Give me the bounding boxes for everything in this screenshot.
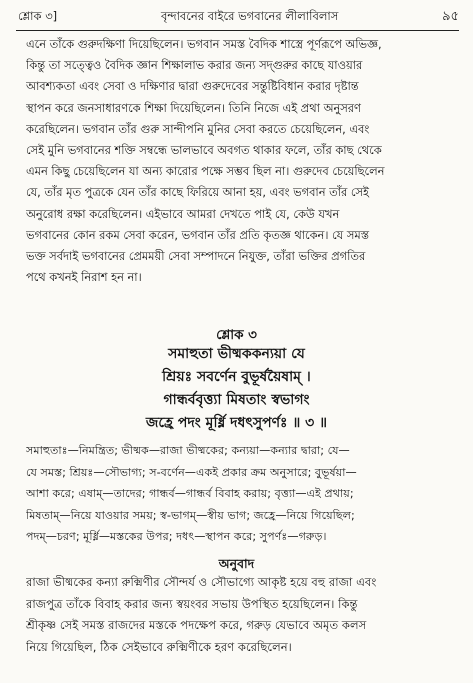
purport-line: কিন্তু তা সত্ত্বেও বৈদিক জ্ঞান শিক্ষালাভ করার জন্য সদ্গুরুর কাছে যাওয়ার [26, 58, 363, 73]
purport-line: ভগবানের কোন রকম সেবা করেন, ভগবান তাঁর প্রতি কৃতজ্ঞ থাকেন। যে সমস্ত [26, 227, 369, 242]
purport-line: অনুরোধ রক্ষা করেছিলেন। এইভাবে আমরা দেখতে পাই যে, কেউ যখন [26, 206, 340, 221]
verse-line: জহ্রে পদং মূর্ধ্নি দধৎসুপর্ণঃ ॥ ৩ ॥ [145, 415, 328, 431]
header-rule [16, 30, 459, 31]
translation-line: রাজা ভীষ্মকের কন্যা রুক্মিণীর সৌন্দর্য ও সৌভাগ্যে আকৃষ্ট হয়ে বহু রাজা এবং [26, 575, 377, 589]
purport-line: স্থাপন করে জনসাধারণকে শিক্ষা দিয়েছিলেন। তিনি নিজে এই প্রথা অনুসরণ [26, 100, 361, 115]
synonym-line: সমাহুতাঃ—নিমন্ত্রিত; ভীষ্মক—রাজা ভীষ্মকের; কন্যয়া—কন্যার দ্বারা; যে— [26, 444, 350, 457]
header-verse-ref: শ্লোক ৩] [18, 8, 58, 23]
purport-line: পথে কখনই নিরাশ হন না। [26, 270, 142, 285]
purport-line: সেই মুনি ভগবানের শক্তি সম্বন্ধে ভালভাবে অবগত থাকার ফলে, তাঁর কাছ থেকে [26, 142, 382, 157]
synonym-line: মিষতাম্—নিয়ে যাওয়ার সময়; স্ব-ভাগম্—স্বীয় ভাগ; জহ্রে—নিয়ে গিয়েছিল; [26, 508, 355, 522]
purport-line: এনে তাঁকে গুরুদক্ষিণা দিয়েছিলেন। ভগবান সমস্ত বৈদিক শাস্ত্রে পূর্ণরূপে অভিজ্ঞ, [26, 37, 382, 51]
page-header [18, 6, 459, 28]
verse-line: গান্ধর্ববৃত্ত্যা মিষতাং স্বভাগং [163, 392, 310, 408]
translation-heading: অনুবাদ [218, 556, 255, 571]
purport-line: আবশ্যকতা এবং সেবা ও দক্ষিণার দ্বারা গুরুদেবের সন্তুষ্টিবিধান করার দৃষ্টান্ত [26, 79, 359, 94]
purport-text [26, 34, 448, 288]
translation-line: নিয়ে গিয়েছিল, ঠিক সেইভাবে রুক্মিণীকে হরণ করেছিলেন। [26, 639, 292, 654]
sloka-heading: শ্লোক ৩ [216, 328, 257, 343]
word-synonyms [26, 440, 450, 548]
translation-text [26, 572, 450, 658]
synonym-line: পদম্—চরণ; মূর্ধ্নি—মস্তকের উপর; দধৎ—স্থাপন করে; সুপর্ণঃ—গরুড়। [26, 530, 327, 543]
translation-line: রাজপুত্র তাঁকে বিবাহ করার জন্য স্বয়ংবর সভায় উপস্থিত হয়েছিলেন। কিন্তু [26, 596, 358, 611]
translation-line: শ্রীকৃষ্ণ সেই সমস্ত রাজদের মস্তকে পদক্ষেপ করে, গরুড় যেভাবে অমৃত কলস [26, 618, 367, 632]
page-number: ৯৫ [442, 8, 459, 24]
synonym-line: যে সমস্ত; শ্রিয়ঃ—সৌভাগ্য; স-বর্ণেন—একই প্রকার ক্রম অনুসারে; বুভূর্ষয়া— [26, 465, 357, 479]
verse-line: সমাহুতা ভীষ্মককন্যয়া যে [168, 346, 305, 362]
header-chapter-title: বৃন্দাবনের বাইরে ভগবানের লীলাবিলাস [160, 8, 339, 23]
verse-line: শ্রিয়ঃ সবর্ণেন বুভূর্ষয়ৈষাম্ । [162, 369, 311, 385]
sanskrit-verse [0, 343, 473, 435]
purport-line: ভক্ত সর্বদাই ভগবানের প্রেমময়ী সেবা সম্পাদনে নিযুক্ত, তাঁরা ভক্তির প্রগতির [26, 248, 366, 263]
purport-line: করেছিলেন। ভগবান তাঁর গুরু সান্দীপনি মুনির সেবা করতে চেয়েছিলেন, এবং [26, 121, 370, 136]
synonym-line: আশা করে; এষাম্—তাদের; গান্ধর্ব—গান্ধর্ব বিবাহ করায়; বৃত্ত্যা—এই প্রথায়; [26, 487, 354, 500]
purport-line: যে, তাঁর মৃত পুত্রকে যেন তাঁর কাছে ফিরিয়ে আনা হয়, এবং ভগবান তাঁর সেই [26, 185, 369, 200]
purport-line: এমন কিছু চেয়েছিলেন যা অন্য কারোর পক্ষে সম্ভব ছিল না। গুরুদেব চেয়েছিলেন [26, 164, 385, 179]
